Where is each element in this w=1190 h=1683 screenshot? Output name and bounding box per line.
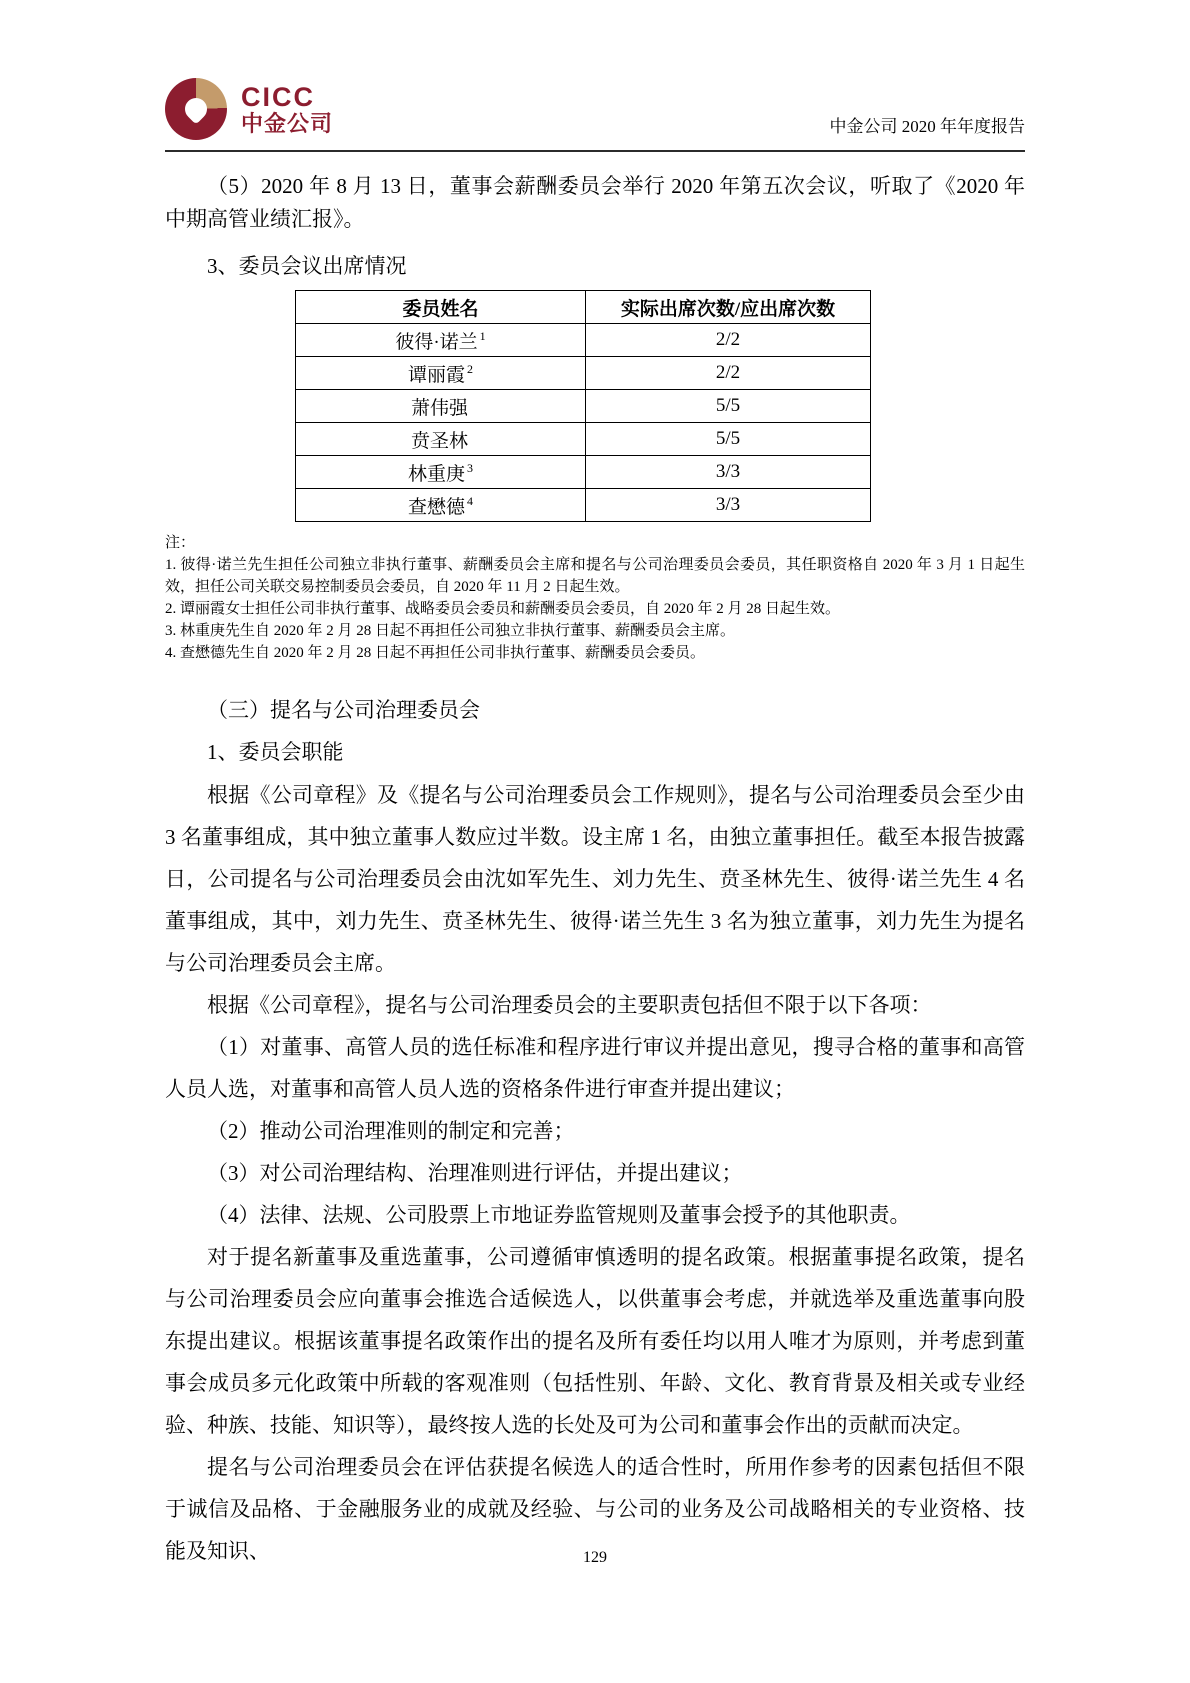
member-name-cell — [296, 390, 586, 423]
note-number: 2. — [165, 601, 177, 617]
section-heading-nomination-committee: （三）提名与公司治理委员会 — [207, 698, 480, 722]
report-title: 中金公司 2020 年年度报告 — [829, 117, 1025, 136]
cicc-logo — [165, 78, 333, 140]
paragraph-duty-4: （4）法律、法规、公司股票上市地证券监管规则及董事会授予的其他职责。 — [207, 1203, 911, 1227]
paragraph-duty-1: （1）对董事、高管人员的选任标准和程序进行审议并提出意见，搜寻合格的董事和高管人员人选，对董事和高管人员人选的资格条件进行审查并提出建议； — [165, 1035, 1025, 1101]
member-name: 林重庚 — [407, 463, 465, 485]
note-ref: 4 — [467, 494, 473, 509]
member-name-cell — [296, 489, 586, 522]
member-name: 彼得·诺兰 — [395, 331, 478, 353]
paragraph-nomination-policy: 对于提名新董事及重选董事，公司遵循审慎透明的提名政策。根据董事提名政策，提名与公司治理委员会应向董事会推选合适候选人，以供董事会考虑，并就选举及重选董事向股东提出建议。根据该董事提名政策作出的提名及所有委任均以用人唯才为原则，并考虑到董事会成员多元化政策中所载的客观准则（包括性别、年龄、文化、教育背景及相关或专业经验、种族、技能、知识等），最终按人选的长处及可为公司和董事会作出的贡献而决定。 — [165, 1245, 1025, 1437]
member-name: 萧伟强 — [410, 397, 468, 419]
attendance-cell: 5/5 — [586, 423, 871, 456]
table-notes — [165, 532, 1025, 664]
member-name-cell — [296, 456, 586, 489]
table-row — [296, 489, 871, 522]
page-header — [165, 78, 1025, 152]
note-item — [165, 642, 1025, 664]
note-item — [165, 554, 1025, 598]
paragraph-committee-composition: 根据《公司章程》及《提名与公司治理委员会工作规则》，提名与公司治理委员会至少由 3 名董事组成，其中独立董事人数应过半数。设主席 1 名，由独立董事担任。截至本报告披露日，公司提名与公司治理委员会由沈如军先生、刘力先生、贲圣林先生、彼得·诺兰先生 4 名董事组成，其中，刘力先生、贲圣林先生、彼得·诺兰先生 3 名为独立董事，刘力先生为提名与公司治理委员会主席。 — [165, 783, 1025, 975]
note-item — [165, 620, 1025, 642]
note-text: 查懋德先生自 2020 年 2 月 28 日起不再担任公司非执行董事、薪酬委员会委员。 — [180, 645, 706, 661]
note-item — [165, 598, 1025, 620]
attendance-table — [295, 290, 871, 522]
logo-cicc-en: CICC — [241, 82, 315, 113]
notes-label: 注： — [165, 535, 196, 551]
table-row — [296, 423, 871, 456]
attendance-cell: 2/2 — [586, 357, 871, 390]
paragraph-meeting-5: （5）2020 年 8 月 13 日，董事会薪酬委员会举行 2020 年第五次会议，听取了《2020 年中期高管业绩汇报》。 — [165, 174, 1025, 231]
paragraph-duty-3: （3）对公司治理结构、治理准则进行评估，并提出建议； — [207, 1161, 743, 1185]
paragraph-duty-2: （2）推动公司治理准则的制定和完善； — [207, 1119, 575, 1143]
table-row — [296, 456, 871, 489]
table-row — [296, 390, 871, 423]
member-name-cell — [296, 423, 586, 456]
table-header-row — [296, 291, 871, 324]
note-text: 谭丽霞女士担任公司非执行董事、战略委员会委员和薪酬委员会委员，自 2020 年 2 月 28 日起生效。 — [180, 601, 841, 617]
member-name-cell — [296, 324, 586, 357]
cicc-logo-icon — [165, 78, 227, 140]
note-text: 林重庚先生自 2020 年 2 月 28 日起不再担任公司独立非执行董事、薪酬委员会主席。 — [180, 623, 736, 639]
table-row — [296, 324, 871, 357]
col-header-attendance: 实际出席次数/应出席次数 — [586, 291, 871, 324]
note-number: 4. — [165, 645, 177, 661]
sub-heading-committee-functions: 1、委员会职能 — [207, 740, 344, 764]
table-row — [296, 357, 871, 390]
logo-cicc-cn: 中金公司 — [241, 110, 334, 136]
note-number: 3. — [165, 623, 177, 639]
page-number: 129 — [583, 1549, 607, 1566]
attendance-cell: 3/3 — [586, 456, 871, 489]
heading-attendance: 3、委员会议出席情况 — [207, 254, 407, 278]
note-number: 1. — [165, 557, 177, 573]
paragraph-duties-intro: 根据《公司章程》，提名与公司治理委员会的主要职责包括但不限于以下各项： — [207, 993, 932, 1017]
note-text: 彼得·诺兰先生担任公司独立非执行董事、薪酬委员会主席和提名与公司治理委员会委员，其任职资格自 2020 年 3 月 1 日起生效，担任公司关联交易控制委员会委员，自 2020 年 11 月 2 日起生效。 — [165, 557, 1025, 595]
member-name: 谭丽霞 — [407, 364, 465, 386]
member-name-cell — [296, 357, 586, 390]
note-ref: 3 — [467, 461, 473, 476]
cicc-logo-text — [241, 83, 333, 134]
attendance-cell: 3/3 — [586, 489, 871, 522]
member-name: 贲圣林 — [410, 430, 468, 452]
note-ref: 2 — [467, 362, 473, 377]
attendance-cell: 2/2 — [586, 324, 871, 357]
note-ref: 1 — [479, 329, 486, 344]
member-name: 查懋德 — [407, 496, 465, 518]
paragraph-candidate-assessment: 提名与公司治理委员会在评估获提名候选人的适合性时，所用作参考的因素包括但不限于诚信及品格、于金融服务业的成就及经验、与公司的业务及公司战略相关的专业资格、技能及知识、 — [165, 1455, 1025, 1563]
col-header-member-name: 委员姓名 — [296, 291, 586, 324]
attendance-cell: 5/5 — [586, 390, 871, 423]
